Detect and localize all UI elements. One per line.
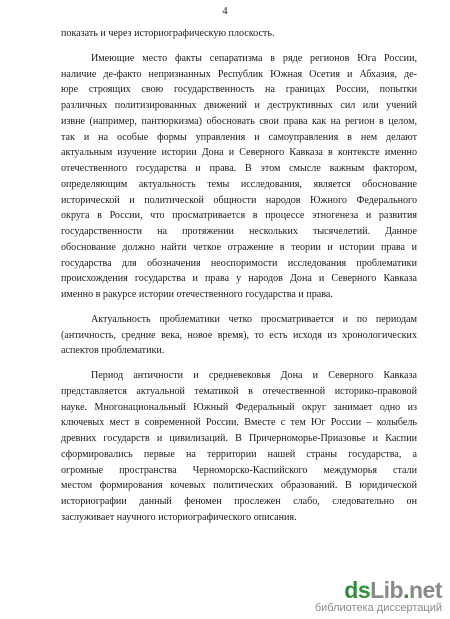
text-line: государственности на протяжении нескольких тысячелетий. Данное <box>61 226 417 237</box>
text-line: местом формирования кочевых политических образований. В юридической <box>61 480 417 492</box>
text-line: извне (например, пантюркизма) обосновать свои права как на регион в целом, <box>61 115 417 127</box>
text-line: (античность, средние века, новое время), то есть исходя из хронологических <box>61 329 417 341</box>
paragraph-gap <box>61 359 417 368</box>
text-line: различных политизированных движений и деструктивных сил или учений <box>61 100 417 111</box>
paragraph <box>61 368 417 526</box>
text-line: Период античности и средневековья Дона и Северного Кавказа <box>91 370 417 381</box>
text-line: именно в ракурсе истории отечественного государства и права. <box>61 289 333 300</box>
text-line: сформировались первые на территории нашей страны государства, а <box>61 448 417 460</box>
page-number: 4 <box>222 6 228 17</box>
text-line: наличие де-факто непризнанных Республик Южная Осетия и Абхазия, де- <box>61 68 417 80</box>
dslib-caption: библиотека диссертаций <box>314 602 442 614</box>
document-body <box>61 26 417 526</box>
text-line: обоснование должно найти четкое отражение в теории и истории права и <box>61 241 417 253</box>
text-line: исторической и политической общности народов Южного Федерального <box>61 194 417 206</box>
text-line: определяющим актуальность темы исследования, является обоснование <box>61 178 417 190</box>
paragraph <box>61 26 417 42</box>
text-line: огромные пространства Черноморско-Каспийского междуморья стали <box>61 464 417 476</box>
text-line: отечественного государства и права. В этом смысле важным фактором, <box>61 163 417 174</box>
text-line: ключевых мест в современной России. Вместе с тем Юг России – колыбель <box>61 417 417 429</box>
text-line: так и на особые формы управления и самоуправления в нем делают <box>61 131 417 143</box>
logo-lib: Lib <box>370 577 404 603</box>
paragraph <box>61 312 417 359</box>
logo-ds: ds <box>344 577 371 603</box>
text-line: аспектов проблематики. <box>61 345 165 357</box>
text-line: историографии данный феномен прослежен слабо, следовательно он <box>61 496 417 507</box>
paragraph <box>61 51 417 303</box>
paragraph-gap <box>61 42 417 51</box>
text-line: науке. Многонациональный Южный Федеральный округ занимает одно из <box>61 401 417 413</box>
text-line: государства для обозначения неоспоримости исследования проблематики <box>61 257 417 269</box>
logo-net: net <box>409 577 442 603</box>
text-line: представляется актуальной тематикой в отечественной историко-правовой <box>61 385 417 397</box>
text-line: Актуальность проблематики четко просматривается и по периодам <box>91 313 417 325</box>
text-line: Имеющие место факты сепаратизма в ряде регионов Юга России, <box>91 52 417 64</box>
logo-dot: . <box>403 577 409 603</box>
text-line: древних государств и цивилизаций. В Причерноморье-Приазовье и Каспии <box>61 433 417 444</box>
paragraph-gap <box>61 303 417 312</box>
text-line: заслуживает научного историографического описания. <box>61 511 297 523</box>
text-line: актуальным изучение истории Дона и Северного Кавказа в контексте именно <box>61 147 417 159</box>
text-line: юре строящих свою государственность на границах России, попытки <box>61 84 417 96</box>
text-line: показать и через историографическую плоскость. <box>61 28 275 39</box>
dslib-watermark[interactable] <box>315 578 442 615</box>
dslib-logo <box>315 578 442 602</box>
text-line: округа в России, что просматривается в процессе этногенеза и развития <box>61 210 417 222</box>
text-line: происхождения государства и права у народов Дона и Северного Кавказа <box>61 273 417 285</box>
